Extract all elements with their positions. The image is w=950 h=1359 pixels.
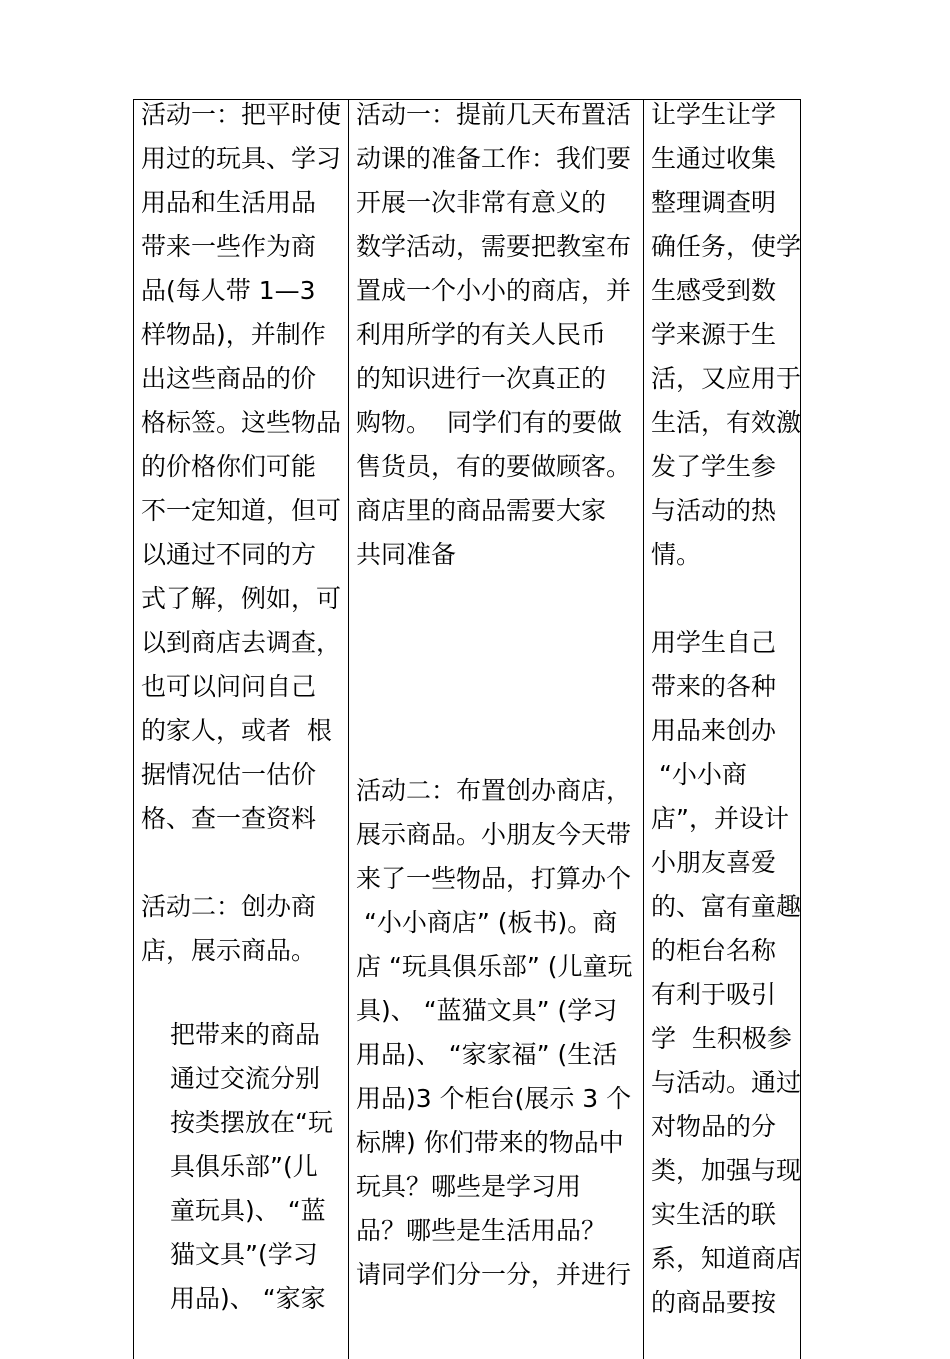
text-line: 动课的准备工作：我们要 [356,144,632,173]
teacher-activity-column [348,100,643,1359]
text-line: 学 生积极参 [651,1024,792,1053]
text-line: 购物。 同学们有的要做 [356,408,622,437]
text-line: 售货员，有的要做顾客。 [356,452,632,481]
text-line: 带来的各种 [651,672,777,701]
text-line: 格、查一查资料 [141,804,317,833]
text-line: 学来源于生 [651,320,777,349]
text-line: 确任务，使学 [651,232,802,261]
text-line: 发了学生参 [651,452,777,481]
text-line: 品(每人带 1—3 [141,276,316,305]
text-line: 用过的玩具、学习 [141,144,342,173]
text-line: 品？哪些是生活用品？ [356,1216,607,1245]
text-line: 出这些商品的价 [141,364,317,393]
text-line: 格标签。这些物品 [141,408,342,437]
text-line: 数学活动，需要把教室布 [356,232,632,261]
text-line: 通过交流分别 [170,1064,321,1093]
text-line: 玩具？哪些是学习用 [356,1172,582,1201]
text-line: 系，知道商店 [651,1244,802,1273]
design-intent-column [643,100,800,1359]
text-line: 生通过收集 [651,144,777,173]
text-line: 店”，并设计 [651,804,789,833]
text-line: 活动一：把平时使 [141,100,342,129]
text-line: 小朋友喜爱 [651,848,777,877]
text-line: 共同准备 [356,540,457,569]
text-line: 按类摆放在“玩 [170,1108,333,1137]
text-line: 的、富有童趣 [651,892,802,921]
text-line: 有利于吸引 [651,980,777,1009]
text-line: 的商品要按 [651,1288,777,1317]
activity-column [134,100,348,1359]
text-line: 活动一：提前几天布置活 [356,100,632,129]
text-line: 用品和生活用品 [141,188,317,217]
text-line: 具)、 “蓝猫文具” (学习 [356,996,618,1025]
text-line: 店，展示商品。 [141,936,317,965]
text-line: 以通过不同的方 [141,540,317,569]
text-line: 的家人，或者 根 [141,716,332,745]
text-line: 带来一些作为商 [141,232,317,261]
text-line: 来了一些物品，打算办个 [356,864,632,893]
text-line: 式了解，例如，可 [141,584,342,613]
lesson-plan-table [133,99,801,1359]
text-line: 把带来的商品 [170,1020,321,1049]
text-line: 情。 [651,540,702,569]
text-line: 用品来创办 [651,716,777,745]
text-line: 据情况估一估价 [141,760,317,789]
text-line: 请同学们分一分，并进行 [356,1260,632,1289]
text-line: 用品)、 “家家 [170,1284,326,1313]
text-line: 利用所学的有关人民币 [356,320,607,349]
text-line: 的价格你们可能 [141,452,317,481]
text-line: 展示商品。小朋友今天带 [356,820,632,849]
text-line: “小小商 [651,760,747,789]
text-line: 让学生让学 [651,100,777,129]
text-line: 生活，有效激 [651,408,802,437]
text-line: 以到商店去调查， [141,628,342,657]
text-line: 用品)3 个柜台(展示 3 个 [356,1084,632,1113]
text-line: 也可以问问自己 [141,672,317,701]
text-line: 与活动的热 [651,496,777,525]
text-line: 开展一次非常有意义的 [356,188,607,217]
text-line: 活动二：布置创办商店， [356,776,632,805]
text-line: 生感受到数 [651,276,777,305]
text-line: “小小商店” (板书)。商 [356,908,618,937]
text-line: 置成一个小小的商店，并 [356,276,632,305]
text-line: 用学生自己 [651,628,777,657]
text-line: 类，加强与现 [651,1156,802,1185]
text-line: 实生活的联 [651,1200,777,1229]
text-line: 不一定知道，但可 [141,496,342,525]
text-line: 的知识进行一次真正的 [356,364,607,393]
text-line: 活动二：创办商 [141,892,317,921]
text-line: 对物品的分 [651,1112,777,1141]
text-line: 商店里的商品需要大家 [356,496,607,525]
text-line: 标牌) 你们带来的物品中 [356,1128,624,1157]
text-line: 童玩具)、 “蓝 [170,1196,326,1225]
text-line: 的柜台名称 [651,936,777,965]
text-line: 具俱乐部”(儿 [170,1152,318,1181]
text-line: 整理调查明 [651,188,777,217]
text-line: 用品)、 “家家福” (生活 [356,1040,618,1069]
text-line: 样物品)，并制作 [141,320,326,349]
text-line: 猫文具”(学习 [170,1240,318,1269]
text-line: 与活动。通过 [651,1068,802,1097]
text-line: 店 “玩具俱乐部” (儿童玩 [356,952,633,981]
text-line: 活，又应用于 [651,364,802,393]
